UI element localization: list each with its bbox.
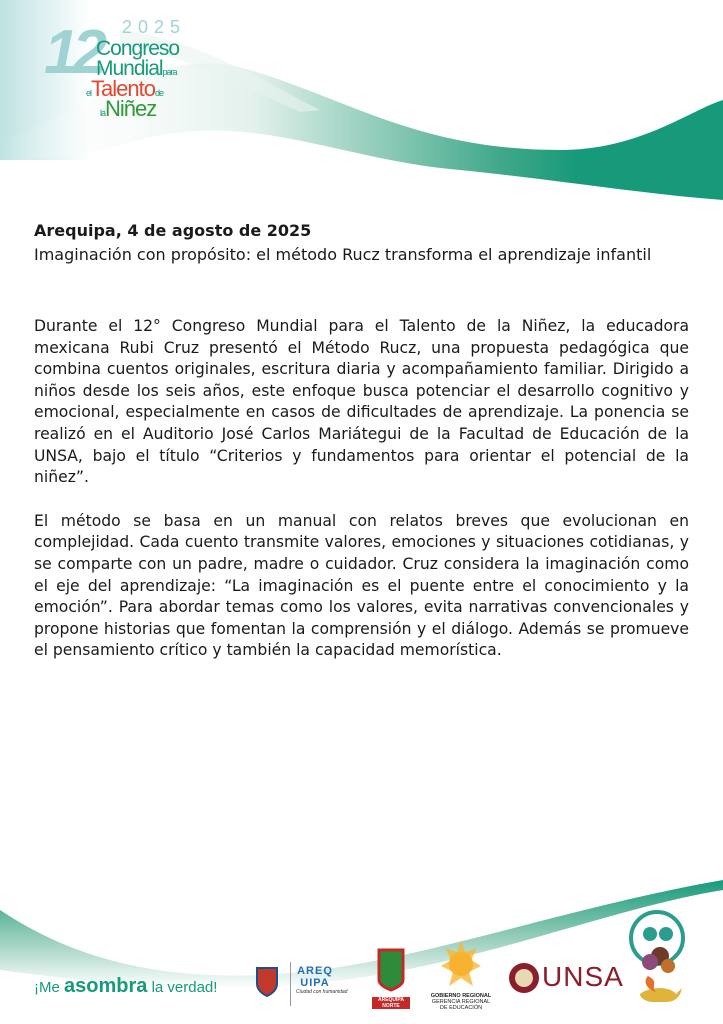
unsa-seal-icon [508, 960, 540, 996]
ugel-logo [372, 946, 410, 1009]
slogan-post: la verdad! [151, 979, 218, 996]
logo-year: 2025 [122, 17, 187, 37]
slogan-pre: ¡Me [34, 979, 60, 996]
logo-talento: Talento [91, 76, 155, 101]
logo-la: la [100, 108, 106, 118]
gobierno-line1: GOBIERNO REGIONAL [430, 993, 492, 999]
logo-de: de [154, 88, 163, 98]
unsa-logo [508, 960, 624, 996]
document-body [34, 316, 689, 684]
slogan-bold: asombra [64, 975, 148, 997]
gobierno-line2: GERENCIA REGIONAL [431, 999, 491, 1005]
emblem-lamp-icon [628, 906, 686, 1018]
ugel-shield-icon [376, 946, 406, 992]
crest-icon [252, 962, 282, 1000]
logo-line4 [100, 98, 156, 120]
paragraph: El método se basa en un manual con relatos breves que evolucionan en complejidad. Cada cuento transmite valores, emociones y situaciones cotidianas, y se comparte con un padre, madre o cuidador. Cruz considera la imaginación como el eje del aprendizaje: “La imaginación es el puente entre el conocimiento y la emoción”. Para abordar temas como los valores, evita narrativas convencionales y propone historias que fomentan la comprensión y el diálogo. Además se promueve el pensamiento crítico y también la capacidad memorística. [34, 511, 689, 660]
arequipa-city-logo [296, 965, 354, 995]
logo-ninez: Niñez [105, 96, 157, 121]
unsa-text: UNSA [542, 961, 624, 992]
congress-logo [44, 16, 204, 126]
document-title: Arequipa, 4 de agosto de 2025 [34, 221, 312, 240]
ugel-text: AREQUIPA NORTE [372, 997, 410, 1009]
gobierno-regional-logo [426, 940, 496, 1011]
gobierno-line3: DE EDUCACIÓN [439, 1005, 483, 1011]
municipality-crest-logo [252, 962, 282, 1000]
footer-wave-banner [0, 880, 723, 1024]
logo-para: para [162, 67, 177, 77]
paragraph: Durante el 12° Congreso Mundial para el Talento de la Niñez, la educadora mexicana Rubi Cruz presentó el Método Rucz, una propuesta pedagógica que combina cuentos originales, escritura diaria y acompañamiento familiar. Dirigido a niños desde los seis años, este enfoque busca potenciar el desarrollo cognitivo y emocional, especialmente en casos de dificultades de aprendizaje. La ponencia se realizó en el Auditorio José Carlos Mariátegui de la Facultad de Educación de la UNSA, bajo el título “Criterios y fundamentos para orientar el potencial de la niñez”. [34, 317, 689, 487]
logo-el: el [86, 88, 92, 98]
arequipa-text: AREQUIPA [297, 965, 333, 989]
sun-icon [441, 940, 481, 988]
logo-divider [290, 962, 291, 1006]
logo-line1: Congreso [96, 37, 180, 60]
arequipa-tagline: Ciudad con humanidad [296, 989, 348, 995]
congress-emblem-logo [628, 906, 686, 1018]
logo-mundial: Mundial [96, 57, 163, 80]
document-subtitle: Imaginación con propósito: el método Rucz transforma el aprendizaje infantil [34, 245, 652, 264]
logo-number: 12 [44, 18, 101, 87]
footer-slogan [34, 976, 217, 996]
